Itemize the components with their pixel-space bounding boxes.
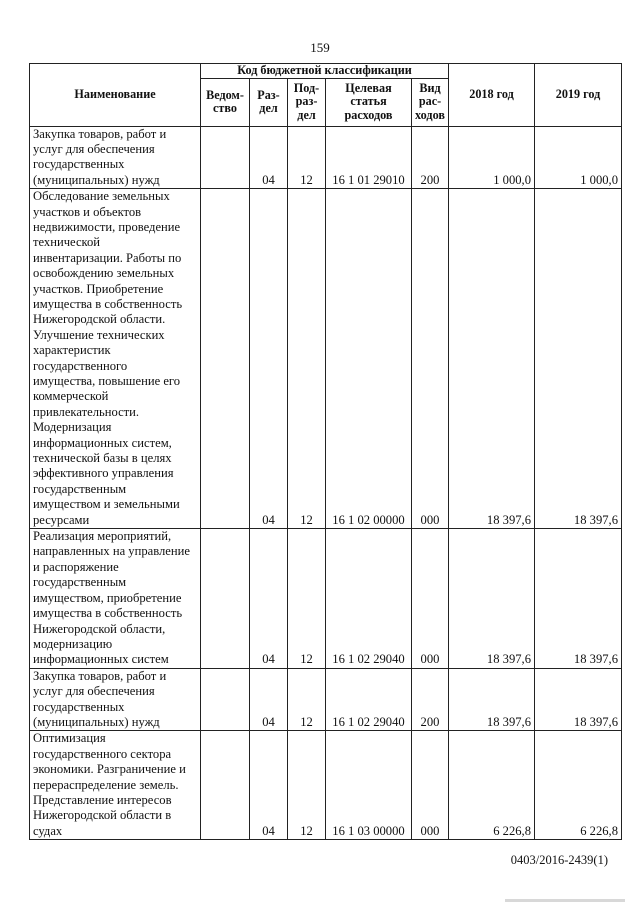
row-target: 16 1 02 00000 [326, 189, 412, 529]
row-name: Закупка товаров, работ и услуг для обеспечения государственных (муниципальных) нужд [30, 126, 201, 189]
table-row [30, 529, 622, 669]
row-dept [201, 731, 250, 840]
row-subsection: 12 [288, 126, 326, 189]
col-header-subsection: Под- раз- дел [288, 78, 326, 126]
row-target: 16 1 02 29040 [326, 668, 412, 731]
col-header-name: Наименование [30, 64, 201, 127]
row-target: 16 1 03 00000 [326, 731, 412, 840]
row-section: 04 [250, 126, 288, 189]
row-subsection: 12 [288, 731, 326, 840]
table-row [30, 126, 622, 189]
col-header-target: Целевая статья расходов [326, 78, 412, 126]
row-subsection: 12 [288, 189, 326, 529]
col-header-expense-type: Вид рас- ходов [412, 78, 449, 126]
col-header-dept: Ведом- ство [201, 78, 250, 126]
row-expense-type: 000 [412, 189, 449, 529]
row-2018: 18 397,6 [449, 529, 535, 669]
row-dept [201, 126, 250, 189]
row-name: Обследование земельных участков и объектов недвижимости, проведение технической инвентаризации. Работы по освобождению земельных участков. Приобретение имущества в собственность Нижегородской области. Улучшение технических характеристик государственного имущества, повышение его коммерческой привлекательности. Модернизация информационных систем, технической базы в целях эффективного управления государственным имуществом и земельными ресурсами [30, 189, 201, 529]
row-2019: 6 226,8 [535, 731, 622, 840]
row-name: Закупка товаров, работ и услуг для обеспечения государственных (муниципальных) нужд [30, 668, 201, 731]
row-dept [201, 668, 250, 731]
scan-artifact-line [505, 899, 625, 902]
col-header-section: Раз- дел [250, 78, 288, 126]
row-section: 04 [250, 189, 288, 529]
table-row [30, 668, 622, 731]
row-subsection: 12 [288, 529, 326, 669]
row-expense-type: 000 [412, 529, 449, 669]
row-target: 16 1 01 29010 [326, 126, 412, 189]
row-section: 04 [250, 668, 288, 731]
col-header-2019: 2019 год [535, 64, 622, 127]
row-dept [201, 189, 250, 529]
col-header-budget-code: Код бюджетной классификации [201, 64, 449, 79]
row-2019: 18 397,6 [535, 189, 622, 529]
document-code: 0403/2016-2439(1) [510, 853, 608, 867]
row-section: 04 [250, 529, 288, 669]
row-2019: 18 397,6 [535, 668, 622, 731]
row-2018: 18 397,6 [449, 189, 535, 529]
row-section: 04 [250, 731, 288, 840]
table-row [30, 731, 622, 840]
col-header-2018: 2018 год [449, 64, 535, 127]
row-name: Оптимизация государственного сектора экономики. Разграничение и перераспределение земель. Представление интересов Нижегородской области в судах [30, 731, 201, 840]
row-2019: 1 000,0 [535, 126, 622, 189]
row-expense-type: 200 [412, 126, 449, 189]
row-expense-type: 200 [412, 668, 449, 731]
row-name: Реализация мероприятий, направленных на управление и распоряжение государственным имуществом, приобретение имущества в собственность Нижегородской области, модернизацию информационных систем [30, 529, 201, 669]
row-2018: 6 226,8 [449, 731, 535, 840]
table-row [30, 189, 622, 529]
row-2018: 18 397,6 [449, 668, 535, 731]
row-2019: 18 397,6 [535, 529, 622, 669]
row-dept [201, 529, 250, 669]
budget-table [29, 63, 622, 840]
row-expense-type: 000 [412, 731, 449, 840]
row-2018: 1 000,0 [449, 126, 535, 189]
row-subsection: 12 [288, 668, 326, 731]
page-number: 159 [310, 40, 330, 55]
row-target: 16 1 02 29040 [326, 529, 412, 669]
